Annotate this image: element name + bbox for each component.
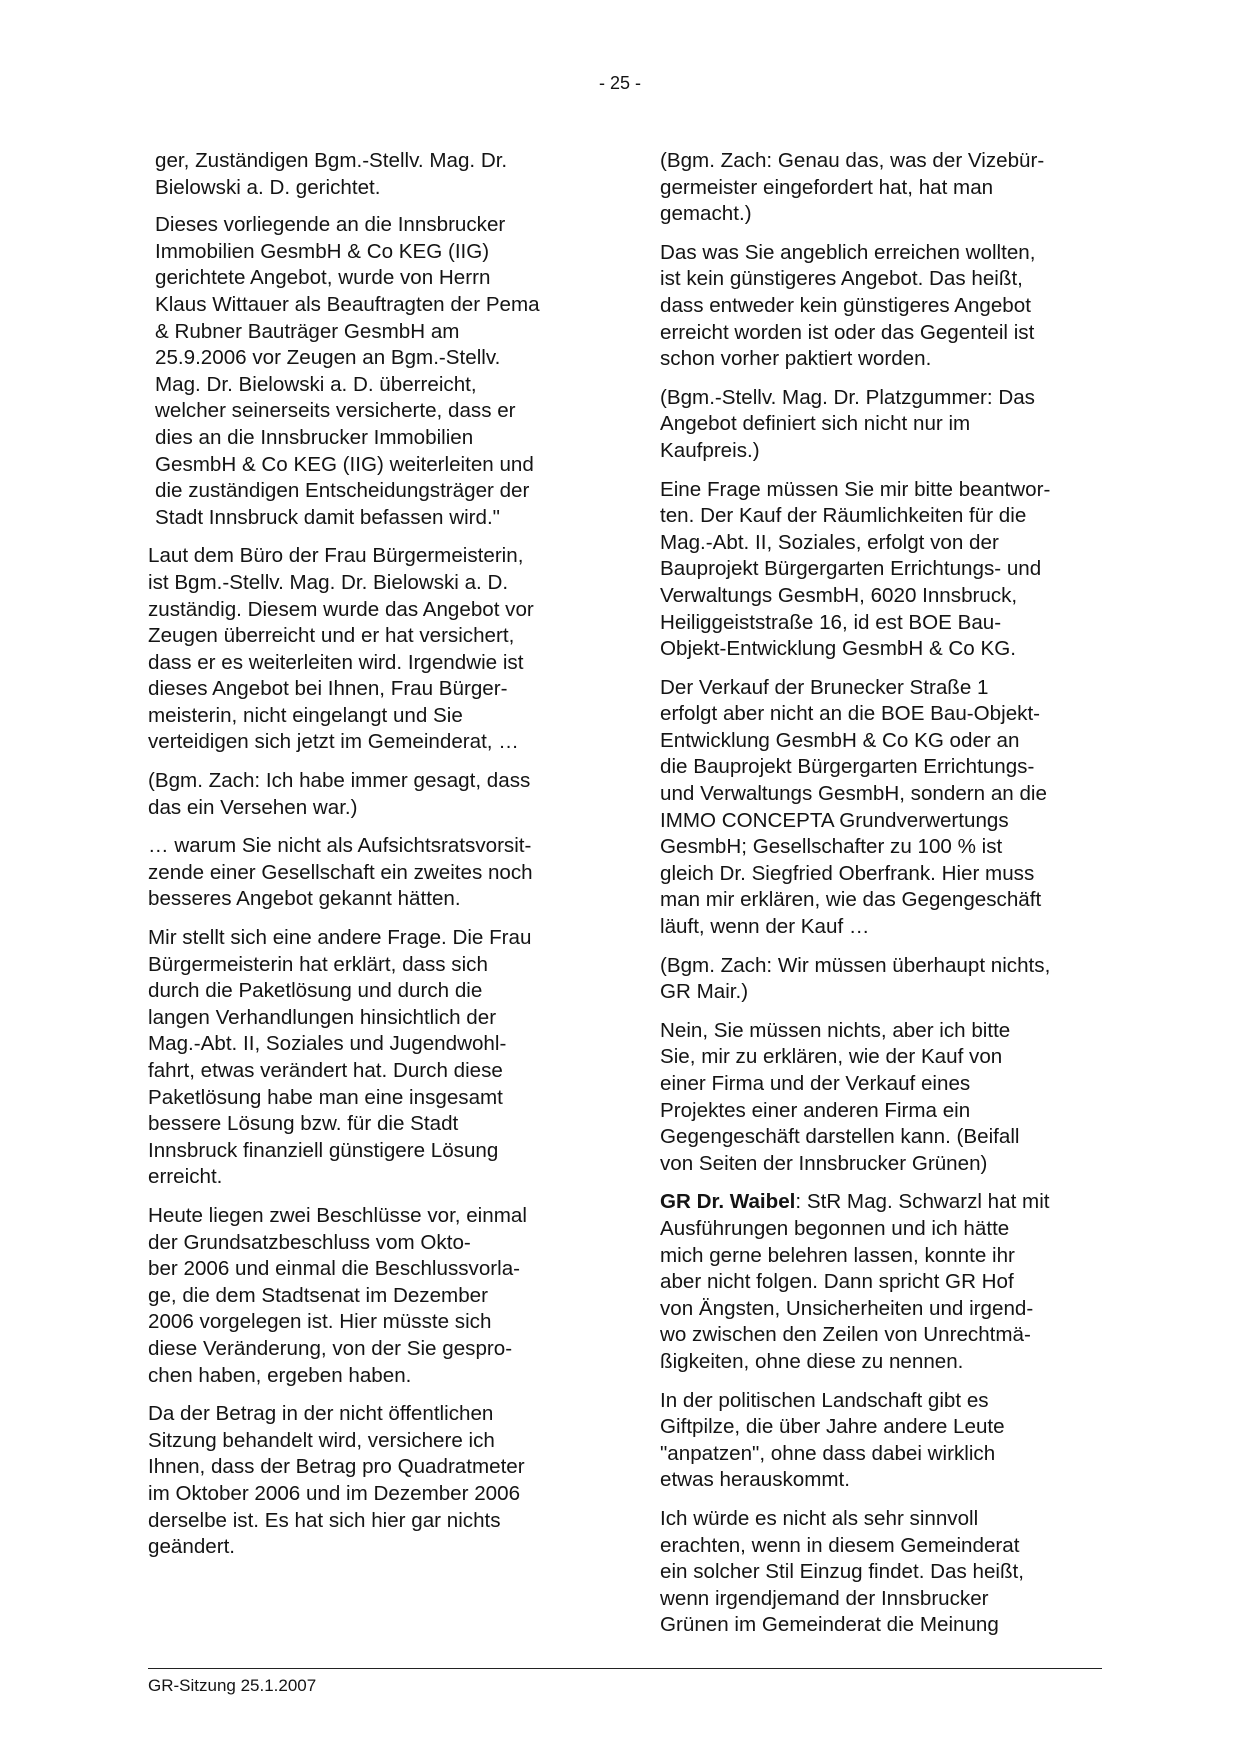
text-line: durch die Paketlösung und durch die xyxy=(148,979,483,1003)
text-line: Sitzung behandelt wird, versichere ich xyxy=(148,1428,495,1452)
text-line: (Bgm. Zach: Wir müssen überhaupt nichts, xyxy=(660,953,1051,977)
text-line: Objekt-Entwicklung GesmbH & Co KG. xyxy=(660,637,1016,661)
text-line: derselbe ist. Es hat sich hier gar nichts xyxy=(148,1508,501,1532)
text-line: In der politischen Landschaft gibt es xyxy=(660,1388,989,1412)
text-line: aber nicht folgen. Dann spricht GR Hof xyxy=(660,1270,1014,1294)
text-line: erachten, wenn in diesem Gemeinderat xyxy=(660,1533,1020,1557)
speaker-line-rest: : StR Mag. Schwarzl hat mit xyxy=(795,1190,1050,1214)
text-line: Heute liegen zwei Beschlüsse vor, einmal xyxy=(148,1203,527,1227)
right-text-column xyxy=(660,148,1102,1651)
text-line: erreicht worden ist oder das Gegenteil ist xyxy=(660,320,1035,344)
paragraph xyxy=(660,1189,1102,1375)
text-line: Ihnen, dass der Betrag pro Quadratmeter xyxy=(148,1455,525,1479)
text-line: Mag.-Abt. II, Soziales, erfolgt von der xyxy=(660,530,999,554)
text-line xyxy=(660,1189,1102,1216)
text-line: erreicht. xyxy=(148,1165,223,1189)
paragraph xyxy=(660,1506,1102,1639)
text-line: Nein, Sie müssen nichts, aber ich bitte xyxy=(660,1018,1011,1042)
text-line: welcher seinerseits versicherte, dass er xyxy=(155,399,516,423)
paragraph xyxy=(148,148,588,201)
paragraph xyxy=(148,212,588,531)
text-line: ger, Zuständigen Bgm.-Stellv. Mag. Dr. xyxy=(155,149,508,172)
text-line: Sie, mir zu erklären, wie der Kauf von xyxy=(660,1045,1003,1069)
paragraph xyxy=(660,675,1102,941)
text-line: Giftpilze, die über Jahre andere Leute xyxy=(660,1415,1005,1439)
text-line: ten. Der Kauf der Räumlichkeiten für die xyxy=(660,504,1027,528)
text-line: dieses Angebot bei Ihnen, Frau Bürger- xyxy=(148,677,508,701)
text-line: von Ängsten, Unsicherheiten und irgend- xyxy=(660,1296,1034,1320)
text-line: gerichtete Angebot, wurde von Herrn xyxy=(155,266,491,290)
text-line: verteidigen sich jetzt im Gemeinderat, … xyxy=(148,730,519,754)
text-line: wenn irgendjemand der Innsbrucker xyxy=(660,1586,989,1610)
paragraph xyxy=(148,925,588,1191)
text-line: Eine Frage müssen Sie mir bitte beantwor- xyxy=(660,477,1051,501)
text-line: etwas herauskommt. xyxy=(660,1468,850,1492)
text-line: Paketlösung habe man eine insgesamt xyxy=(148,1085,503,1109)
paragraph xyxy=(148,1401,588,1561)
text-line: die Bauprojekt Bürgergarten Errichtungs- xyxy=(660,755,1035,779)
text-line: und Verwaltungs GesmbH, sondern an die xyxy=(660,782,1047,806)
text-line: ber 2006 und einmal die Beschlussvorla- xyxy=(148,1257,521,1281)
text-line: wo zwischen den Zeilen von Unrechtmä- xyxy=(660,1323,1031,1347)
footer-divider xyxy=(148,1668,1102,1669)
text-line: … warum Sie nicht als Aufsichtsratsvorsit- xyxy=(148,834,532,858)
text-line: Immobilien GesmbH & Co KEG (IIG) xyxy=(155,239,490,263)
text-line: GesmbH; Gesellschafter zu 100 % ist xyxy=(660,835,1003,859)
text-line: Mir stellt sich eine andere Frage. Die Frau xyxy=(148,926,532,950)
paragraph xyxy=(660,385,1102,465)
text-line: "anpatzen", ohne dass dabei wirklich xyxy=(660,1441,996,1465)
text-line: GR Mair.) xyxy=(660,980,749,1004)
text-line: Mag.-Abt. II, Soziales und Jugendwohl- xyxy=(148,1032,507,1056)
text-line: Kaufpreis.) xyxy=(660,438,760,462)
text-line: Gegengeschäft darstellen kann. (Beifall xyxy=(660,1125,1020,1149)
text-line: von Seiten der Innsbrucker Grünen) xyxy=(660,1151,988,1175)
text-line: die zuständigen Entscheidungsträger der xyxy=(155,479,530,503)
text-line: langen Verhandlungen hinsichtlich der xyxy=(148,1005,497,1029)
text-line: Da der Betrag in der nicht öffentlichen xyxy=(148,1402,494,1426)
text-line: Ich würde es nicht als sehr sinnvoll xyxy=(660,1506,979,1530)
text-line: ein solcher Stil Einzug findet. Das heißt, xyxy=(660,1560,1025,1584)
text-line: Heiliggeiststraße 16, id est BOE Bau- xyxy=(660,610,1002,634)
paragraph xyxy=(660,1388,1102,1494)
text-line: & Rubner Bauträger GesmbH am xyxy=(155,319,460,343)
text-line: ist kein günstigeres Angebot. Das heißt, xyxy=(660,267,1023,291)
text-line: (Bgm. Zach: Ich habe immer gesagt, dass xyxy=(148,769,531,793)
paragraph xyxy=(660,240,1102,373)
text-line: Stadt Innsbruck damit befassen wird." xyxy=(155,505,500,529)
text-line: Bürgermeisterin hat erklärt, dass sich xyxy=(148,952,488,976)
text-line: mich gerne belehren lassen, konnte ihr xyxy=(660,1243,1015,1267)
text-line: 2006 vorgelegen ist. Hier müsste sich xyxy=(148,1310,492,1334)
text-line: Der Verkauf der Brunecker Straße 1 xyxy=(660,675,989,699)
paragraph xyxy=(148,543,588,756)
text-line: GesmbH & Co KEG (IIG) weiterleiten und xyxy=(155,452,534,476)
paragraph xyxy=(660,1018,1102,1178)
text-line: Angebot definiert sich nicht nur im xyxy=(660,412,971,436)
text-line: der Grundsatzbeschluss vom Okto- xyxy=(148,1230,471,1254)
text-line: Bauprojekt Bürgergarten Errichtungs- und xyxy=(660,557,1042,581)
text-line: gleich Dr. Siegfried Oberfrank. Hier muss xyxy=(660,861,1035,885)
paragraph xyxy=(660,148,1102,228)
left-text-column xyxy=(148,148,588,1573)
text-line: ist Bgm.-Stellv. Mag. Dr. Bielowski a. D. xyxy=(148,570,509,594)
text-line: meisterin, nicht eingelangt und Sie xyxy=(148,703,463,727)
text-line: gemacht.) xyxy=(660,202,752,226)
text-line: Grünen im Gemeinderat die Meinung xyxy=(660,1613,999,1637)
paragraph xyxy=(148,1203,588,1389)
text-line: (Bgm. Zach: Genau das, was der Vizebür- xyxy=(660,149,1045,172)
text-line: bessere Lösung bzw. für die Stadt xyxy=(148,1112,459,1136)
text-line: im Oktober 2006 und im Dezember 2006 xyxy=(148,1481,521,1505)
text-line: erfolgt aber nicht an die BOE Bau-Objekt- xyxy=(660,702,1041,726)
text-line: Mag. Dr. Bielowski a. D. überreicht, xyxy=(155,372,477,396)
text-line: Entwicklung GesmbH & Co KG oder an xyxy=(660,728,1020,752)
text-line: Zeugen überreicht und er hat versichert, xyxy=(148,624,515,648)
text-line: Dieses vorliegende an die Innsbrucker xyxy=(155,213,506,237)
text-line: besseres Angebot gekannt hätten. xyxy=(148,887,461,911)
text-line: ge, die dem Stadtsenat im Dezember xyxy=(148,1283,488,1307)
text-line: 25.9.2006 vor Zeugen an Bgm.-Stellv. xyxy=(155,346,501,370)
text-line: germeister eingefordert hat, hat man xyxy=(660,175,994,199)
text-line: zende einer Gesellschaft ein zweites noch xyxy=(148,860,533,884)
text-line: Projektes einer anderen Firma ein xyxy=(660,1098,971,1122)
page-number: - 25 - xyxy=(598,73,641,93)
text-line: Laut dem Büro der Frau Bürgermeisterin, xyxy=(148,544,524,568)
text-line: Bielowski a. D. gerichtet. xyxy=(155,175,381,199)
text-line: das ein Versehen war.) xyxy=(148,795,358,819)
text-line: man mir erklären, wie das Gegengeschäft xyxy=(660,888,1042,912)
text-line: fahrt, etwas verändert hat. Durch diese xyxy=(148,1059,503,1082)
text-line: chen haben, ergeben haben. xyxy=(148,1363,412,1387)
text-line: zuständig. Diesem wurde das Angebot vor xyxy=(148,597,534,621)
text-line: läuft, wenn der Kauf … xyxy=(660,915,870,939)
text-line: schon vorher paktiert worden. xyxy=(660,347,932,371)
text-line: einer Firma und der Verkauf eines xyxy=(660,1072,971,1095)
text-line: Ausführungen begonnen und ich hätte xyxy=(660,1216,1010,1240)
text-line: ßigkeiten, ohne diese zu nennen. xyxy=(660,1349,964,1373)
text-line: dies an die Innsbrucker Immobilien xyxy=(155,425,474,449)
text-line: (Bgm.-Stellv. Mag. Dr. Platzgummer: Das xyxy=(660,385,1035,409)
text-line: Innsbruck finanziell günstigere Lösung xyxy=(148,1138,499,1162)
speaker-name: GR Dr. Waibel xyxy=(660,1190,796,1214)
paragraph xyxy=(148,768,588,821)
footer-session-date: GR-Sitzung 25.1.2007 xyxy=(148,1676,317,1695)
text-line: Klaus Wittauer als Beauftragten der Pema xyxy=(155,292,540,316)
paragraph xyxy=(660,477,1102,663)
text-line: dass entweder kein günstigeres Angebot xyxy=(660,293,1031,317)
text-line: IMMO CONCEPTA Grundverwertungs xyxy=(660,808,1009,832)
text-line: diese Veränderung, von der Sie gespro- xyxy=(148,1336,513,1360)
paragraph xyxy=(660,953,1102,1006)
paragraph xyxy=(148,833,588,913)
text-line: Verwaltungs GesmbH, 6020 Innsbruck, xyxy=(660,583,1018,607)
text-line: geändert. xyxy=(148,1535,236,1559)
text-line: Das was Sie angeblich erreichen wollten, xyxy=(660,240,1036,264)
text-line: dass er es weiterleiten wird. Irgendwie ist xyxy=(148,650,524,674)
